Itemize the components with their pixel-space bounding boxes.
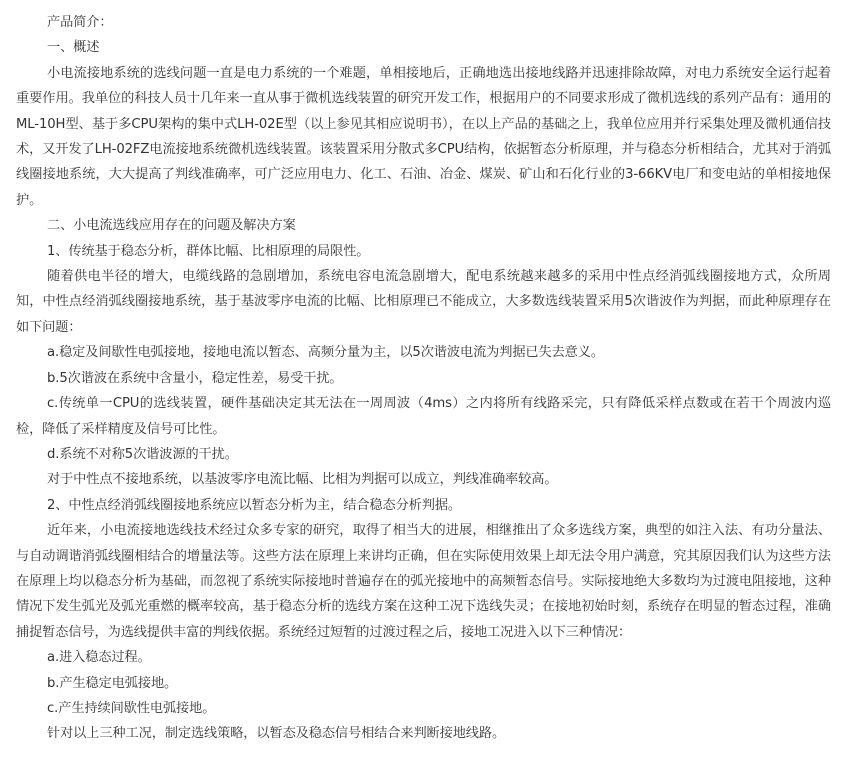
steady-state-paragraph: 随着供电半径的增大，电缆线路的急剧增加，系统电容电流急剧增大，配电系统越来越多的采用中性点经消弧线圈接地方式，众所周知，中性点经消弧线圈接地系统，基于基波零序电流的比幅、比相原理已不能成立，大多数选线装置采用5次谐波作为判据，而此种原理存在如下问题： xyxy=(16,269,831,335)
overview-paragraph: 小电流接地系统的选线问题一直是电力系统的一个难题，单相接地后，正确地选出接地线路并迅速排除故障，对电力系统安全运行起着重要作用。我单位的科技人员十几年来一直从事于微机选线装置的研究开发工作，根据用户的不同要求形成了微机选线的系列产品有：通用的ML-10H型、基于多CPU架构的集中式LH-02E型（以上参见其相应说明书），在以上产品的基础之上，我单位应用并行采集处理及微机通信技术，又开发了LH-02FZ电流接地系统微机选线装置。该装置采用分散式多CPU结构，依据暂态分析原理，并与稳态分析相结合，尤其对于消弧线圈接地系统，大大提高了判线准确率，可广泛应用电力、化工、石油、冶金、煤炭、矿山和石化行业的3-66KV电厂和变电站的单相接地保护。 xyxy=(16,65,831,208)
subheading-steady-state: 1、传统基于稳态分析，群体比幅、比相原理的局限性。 xyxy=(47,243,370,259)
section-heading-overview: 一、概述 xyxy=(47,40,100,56)
ungrounded-note: 对于中性点不接地系统，以基波零序电流比幅、比相为判据可以成立，判线准确率较高。 xyxy=(47,472,558,488)
problem-item-b: b.5次谐波在系统中含量小，稳定性差，易受干扰。 xyxy=(47,370,343,386)
condition-item-b: b.产生稳定电弧接地。 xyxy=(47,675,178,691)
problem-item-c: c.传统单一CPU的选线装置，硬件基础决定其无法在一周周波（4ms）之内将所有线路采完，只有降低采样点数或在若干个周波内巡检，降低了采样精度及信号可比性。 xyxy=(16,396,831,437)
section-heading-problems: 二、小电流选线应用存在的问题及解决方案 xyxy=(47,218,296,234)
condition-item-c: c.产生持续间歇性电弧接地。 xyxy=(47,700,216,716)
strategy-paragraph: 针对以上三种工况，制定选线策略，以暂态及稳态信号相结合来判断接地线路。 xyxy=(47,726,506,742)
condition-item-a: a.进入稳态过程。 xyxy=(47,650,151,666)
transient-paragraph: 近年来，小电流接地选线技术经过众多专家的研究，取得了相当大的进展，相继推出了众多选线方案，典型的如注入法、有功分量法、与自动调谐消弧线圈相结合的增量法等。这些方法在原理上来讲均正确，但在实际使用效果上却无法令用户满意，究其原因我们认为这些方法在原理上均以稳态分析为基础，而忽视了系统实际接地时普遍存在的弧光接地中的高频暂态信号。实际接地绝大多数均为过渡电阻接地，这种情况下发生弧光及弧光重燃的概率较高，基于稳态分析的选线方案在这种工况下选线失灵；在接地初始时刻，系统存在明显的暂态过程，准确捕捉暂态信号，为选线提供丰富的判线依据。系统经过短暂的过渡过程之后，接地工况进入以下三种情况： xyxy=(16,523,831,640)
subheading-transient: 2、中性点经消弧线圈接地系统应以暂态分析为主，结合稳态分析判据。 xyxy=(47,497,462,513)
problem-item-d: d.系统不对称5次谐波源的干扰。 xyxy=(47,446,238,462)
problem-item-a: a.稳定及间歇性电弧接地，接地电流以暂态、高频分量为主，以5次谐波电流为判据已失去意义。 xyxy=(47,345,604,361)
intro-heading: 产品简介： xyxy=(47,15,113,30)
